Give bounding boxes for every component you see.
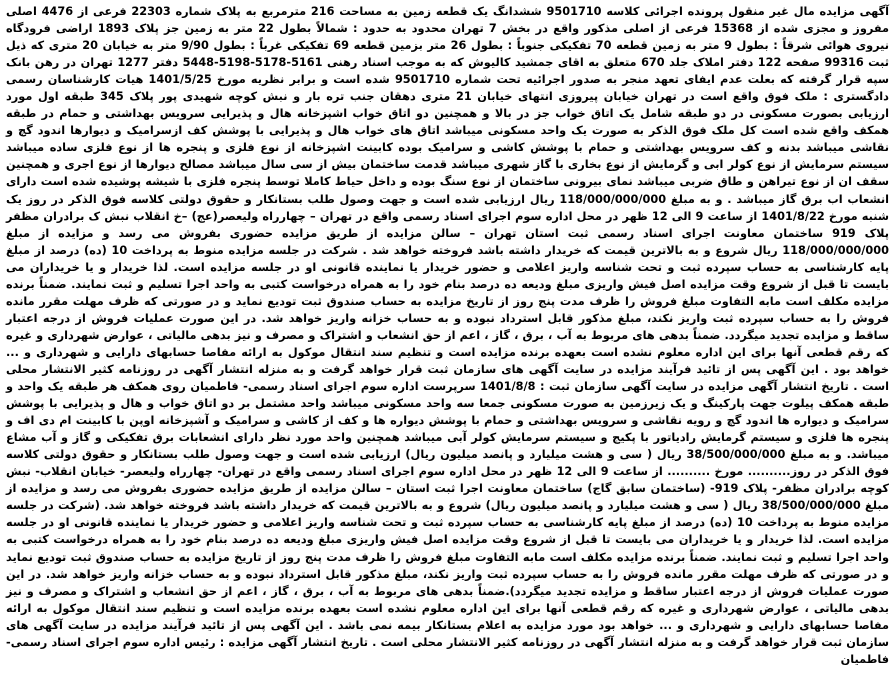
auction-notice-text: آگهی مزایده مال غیر منقول پرونده اجرائی کلاسه 9501710 ششدانگ یک قطعه زمین به مساحت 216 مترمربع به پلاک شماره 22303 فرعی از 4476 اصلی مفروز و مجزی شده از 15368 فرعی از اصلی مذکور واقع در بخش 7 تهران محدود به حدود : شمالاً بطول 22 متر به زمین جز پلاک 1893 اراضی فرودگاه نیروی هوائی شرقاً : بطول 9 متر به زمین قطعه 70 تفکیکی جنوباً : بطول 26 متر بزمین قطعه 69 تفکیکی غرباً : بطول 9/90 متر به خیابان 20 متری که ذیل ثبت 99316 صفحه 122 دفتر املاک جلد 670 متعلق به اقای جمشید کالیوش که به موجب اسناد رهنی 5161-5178-5198-5448 دفتر 1277 تهران در رهن بانک سپه قرار گرفته که بعلت عدم ایفای تعهد منجر به صدور اجرائیه تحت شماره 9501710 شده است و برابر نظریه مورخ 1401/5/25 هیات کارشناسان رسمی دادگستری : ملک فوق واقع است در تهران خیابان پیروزی انتهای خیابان 21 متری دهقان جنب تره بار و نبش کوچه شهیدی پور پلاک 345 طبقه اول مورد ارزیابی بصورت مسکونی در دو طبقه شامل یک اتاق خواب جز در بالا و همچنین دو اتاق خواب اشپزخانه هال و پذیرایی سرویس بهداشتی و حمام در طبقه همکف واقع شده است کل ملک فوق الذکر به صورت یک واحد مسکونی میباشد اتاق های خواب هال و پذیرایی با پوشش کف ازسرامیک و دیوارها اندود گچ و نقاشی میباشد بدنه و کف سرویس بهداشتی و حمام با پوشش کاشی و سرامیک بوده کابینت اشپزخانه از نوع فلزی و پنجره ها از نوع فلزی ساده میباشد سیستم سرمایش از نوع کولر ابی و گرمایش از نوع بخاری با گاز شهری میباشد قدمت ساختمان بیش از سی سال میباشد مصالح دیوارها از نوع اجری و همچنین سقف ان از نوع تیراهن و طاق ضربی میباشد نمای بیرونی ساختمان از نوع سنگ بوده و داخل حیاط کاملا توسط پنجره فلزی با شیشه پوشیده شده است دارای انشعاب اب برق گاز میباشد . و به مبلغ 118/000/000/000 ریال ارزیابی شده است و جهت وصول طلب بستانکار و حقوق دولتی کلاسه فوق الذکر در روز یک شنبه مورخ 1401/8/22 از ساعت 9 الی 12 ظهر در محل اداره سوم اجرای اسناد رسمی واقع در تهران – چهارراه ولیعصر(عج) –خ انقلاب نبش ک برادران مظفر پلاک 919 ساختمان معاونت اجرای اسناد رسمی ثبت استان تهران – سالن مزایده از طریق مزایده حضوری بفروش می رسد و مزایده از مبلغ 118/000/000/000 ریال شروع و به بالاترین قیمت که خریدار داشته باشد فروخته خواهد شد . شرکت در جلسه مزایده منوط به پرداخت 10 (ده) درصد از مبلغ پایه کارشناسی به حساب سپرده ثبت و تحت شناسه واریز اعلامی و حضور خریدار یا نماینده قانونی او در جلسه مزایده است. لذا خریدار و یا خریداران می بایست تا قبل از شروع وقت مزایده اصل فیش واریزی مبلغ ودیعه ده درصد بنام خود را به همراه درخواست کتبی به واحد اجرا تسلیم و ثبت نمایند. ضمناً برنده مزایده مکلف است مابه التفاوت مبلغ فروش را ظرف مدت پنج روز از تاریخ مزایده به حساب صندوق ثبت تودیع نماید و در صورتی که ظرف مهلت مقرر مانده فروش را به حساب سپرده ثبت واریز نکند، مبلغ مذکور قابل استرداد نبوده و به حساب خزانه واریز خواهد شد. در این صورت عملیات فروش از درجه اعتبار ساقط و مزایده تجدید میگردد. ضمناً بدهی های مربوط به آب ، برق ، گاز ، اعم از حق انشعاب و اشتراک و مصرف و نیز بدهی مالیاتی ، عوارض شهرداری و غیره که رقم قطعی آنها برای این اداره معلوم نشده است بعهده برنده مزایده است و تنظیم سند انتقال موکول به ارائه مفاصا حسابهای دارایی و شهرداری و ... خواهد بود . این آگهی پس از تائید فرآیند مزایده در سایت آگهی های سازمان ثبت قرار خواهد گرفت و به منزله انتشار آگهی در روزنامه کثیر الانتشار محلی است . تاریخ انتشار آگهی مزایده در سایت آگهی سازمان ثبت : 1401/8/8 سرپرست اداره سوم اجرای اسناد رسمی- فاطمیان روی همکف هر طبقه یک واحد و طبقه همکف پیلوت جهت پارکینگ و یک زیرزمین به صورت مسکونی جمعا سه واحد مسکونی میباشد واحد مشتمل بر دو اتاق خواب و هال و پذیرایی با پوشش سرامیک و دیواره ها اندود گچ و رویه نقاشی و سرویس بهداشتی و حمام با پوشش دیواره ها و کف از کاشی و سرامیک و آشپزخانه اوپن با کابینت ام دی اف و پنجره ها فلزی و سیستم گرمایش رادیاتور با پکیج و سیستم سرمایش کولر آبی میباشد همچنین واحد مورد نظر دارای انشعابات برق تفکیکی و گاز و آب مشاع میباشد. و به مبلغ 38/500/000/000 ریال ( سی و هشت میلیارد و پانصد میلیون ریال) ارزیابی شده است و جهت وصول طلب بستانکار و حقوق دولتی کلاسه فوق الذکر در روز.......... مورخ .......... از ساعت 9 الی 12 ظهر در محل اداره سوم اجرای اسناد رسمی واقع در تهران- چهارراه ولیعصر- خیابان انقلاب- نبش کوچه برادران مظفر- پلاک 919- (ساختمان سابق گاج) ساختمان معاونت اجرا ثبت استان – سالن مزایده از طریق مزایده حضوری بفروش می رسد و مزایده از مبلغ 38/500/000/000 ریال ( سی و هشت میلیارد و پانصد میلیون ریال) شروع و به بالاترین قیمت که خریدار داشته باشد فروخته خواهد شد. (شرکت در جلسه مزایده منوط به پرداخت 10 (ده) درصد از مبلغ پایه کارشناسی به حساب سپرده ثبت و تحت شناسه واریز اعلامی و حضور خریدار یا نماینده قانونی او در جلسه مزایده است. لذا خریدار و یا خریداران می بایست تا قبل از شروع وقت مزایده اصل فیش واریزی مبلغ ودیعه ده درصد بنام خود را به همراه درخواست کتبی به واحد اجرا تسلیم و ثبت نمایند. ضمناً برنده مزایده مکلف است مابه التفاوت مبلغ فروش را ظرف مدت پنج روز از تاریخ مزایده به حساب صندوق ثبت تودیع نماید و در صورتی که ظرف مهلت مقرر مانده فروش را به حساب سپرده ثبت واریز نکند، مبلغ مذکور قابل استرداد نبوده و به حساب خزانه واریز خواهد شد. در این صورت عملیات فروش از درجه اعتبار ساقط و مزایده تجدید میگردد).ضمناً بدهی های مربوط به آب ، برق ، گاز ، اعم از حق انشعاب و اشتراک و مصرف و نیز بدهی مالیاتی ، عوارض شهرداری و غیره که رقم قطعی آنها برای این اداره معلوم نشده است بعهده برنده مزایده است و تنظیم سند انتقال موکول به ارائه مفاصا حسابهای دارایی و شهرداری و ... خواهد بود مورد مزایده به اعلام بستانکار بیمه نمی باشد . این آگهی پس از تائید فرآیند مزایده در سایت آگهی های سازمان ثبت قرار خواهد گرفت و به منزله انتشار آگهی در روزنامه کثیر الانتشار محلی است . تاریخ انتشار آگهی مزایده : رئیس اداره سوم اجرای اسناد رسمی- فاطمیان (6, 5, 890, 666)
